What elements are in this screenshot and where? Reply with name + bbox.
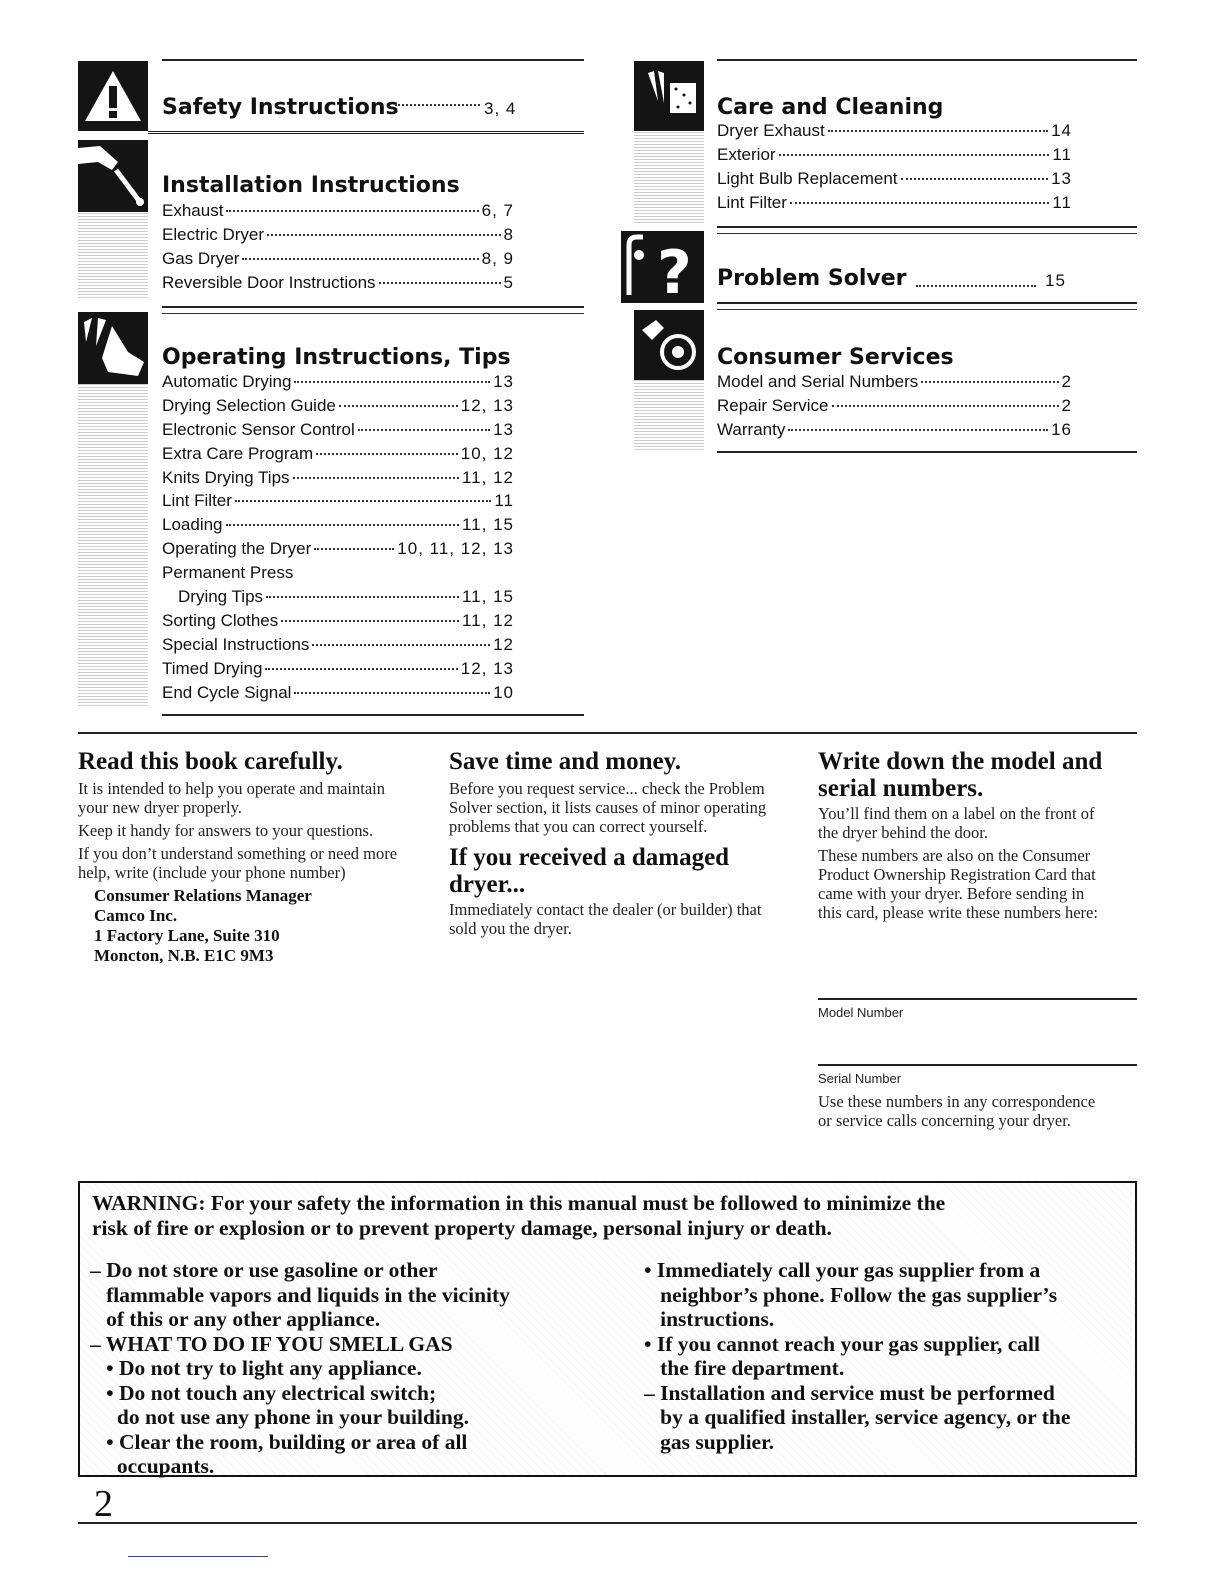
consumer-title: Consumer Services xyxy=(717,345,954,370)
divider xyxy=(162,313,584,314)
toc-entry-label: Reversible Door Instructions xyxy=(162,272,376,292)
divider xyxy=(717,226,1137,228)
dot-leader xyxy=(901,178,1049,180)
address-line: Camco Inc. xyxy=(94,906,178,925)
safety-leader xyxy=(395,104,480,106)
read-section xyxy=(78,748,408,966)
warning-left-list xyxy=(90,1258,620,1479)
care-title: Care and Cleaning xyxy=(717,95,944,120)
warning-headline-line: WARNING: For your safety the information in this manual must be followed to minimize the xyxy=(92,1191,946,1215)
dot-leader xyxy=(294,381,490,383)
problem-question-icon xyxy=(621,231,704,303)
toc-entry-page: 10, 12 xyxy=(460,443,514,463)
warning-line: of this or any other appliance. xyxy=(90,1307,381,1331)
address-line: 1 Factory Lane, Suite 310 xyxy=(94,926,280,945)
warning-headline-line: risk of fire or explosion or to prevent property damage, personal injury or death. xyxy=(92,1215,832,1240)
dot-leader xyxy=(242,258,478,260)
toc-entry xyxy=(162,563,514,587)
shade-bar xyxy=(78,212,148,298)
warning-line: • Do not try to light any appliance. xyxy=(90,1356,422,1380)
page-number: 2 xyxy=(94,1483,113,1525)
warning-box xyxy=(78,1181,1137,1477)
divider xyxy=(162,714,584,716)
dot-leader xyxy=(226,210,478,212)
toc-entry-page: 12 xyxy=(493,634,514,654)
toc-entry-label: Knits Drying Tips xyxy=(162,467,290,487)
warning-line: do not use any phone in your building. xyxy=(90,1405,469,1429)
divider xyxy=(717,233,1137,234)
toc-entry-label: Gas Dryer xyxy=(162,248,240,268)
warning-right-list xyxy=(644,1258,1134,1454)
warning-headline xyxy=(92,1191,1127,1240)
dot-leader xyxy=(265,668,457,670)
serial-number-line xyxy=(818,1064,1137,1066)
write-paragraph: You’ll find them on a label on the front of the dryer behind the door. xyxy=(818,804,1095,842)
toc-entry-page: 11, 15 xyxy=(461,515,514,535)
toc-entry-page: 10, 11, 12, 13 xyxy=(397,539,514,559)
model-number-line xyxy=(818,998,1137,1000)
toc-entry-label: Warranty xyxy=(717,419,786,439)
warning-line: instructions. xyxy=(644,1307,775,1331)
toc-entry-page: 13 xyxy=(493,372,514,391)
shade-bar xyxy=(634,131,704,223)
divider xyxy=(717,302,1137,304)
svg-text:?: ? xyxy=(657,238,692,303)
toc-entry xyxy=(717,169,1072,193)
toc-entry xyxy=(162,587,514,611)
toc-entry xyxy=(717,121,1072,145)
damaged-heading: If you received a damaged dryer... xyxy=(449,844,730,898)
toc-entry xyxy=(162,444,514,468)
warning-line: • Clear the room, building or area of all xyxy=(90,1429,468,1454)
toc-entry-label: Permanent Press xyxy=(162,563,294,583)
toc-entry-label: Loading xyxy=(162,515,223,535)
divider xyxy=(148,131,584,137)
installation-list xyxy=(162,201,514,297)
toc-entry xyxy=(162,225,514,249)
warning-line: neighbor’s phone. Follow the gas supplier’s xyxy=(644,1282,1058,1307)
toc-entry-label: Electric Dryer xyxy=(162,224,265,244)
toc-entry-page: 2 xyxy=(1061,395,1072,415)
toc-entry xyxy=(162,468,514,492)
dot-leader xyxy=(281,620,459,622)
dot-leader xyxy=(312,644,490,646)
toc-entry xyxy=(717,145,1072,169)
divider xyxy=(717,309,1137,310)
divider xyxy=(162,59,584,61)
toc-entry-page: 12, 13 xyxy=(460,658,514,678)
safety-title: Safety Instructions xyxy=(162,95,399,120)
address-line: Consumer Relations Manager xyxy=(94,886,312,905)
dot-leader xyxy=(316,453,458,455)
dot-leader xyxy=(267,234,501,236)
dot-leader xyxy=(828,130,1048,132)
address-line: Moncton, N.B. E1C 9M3 xyxy=(94,946,274,965)
problem-page: 15 xyxy=(1045,271,1066,290)
problem-title: Problem Solver xyxy=(717,266,907,291)
dot-leader xyxy=(266,596,459,598)
toc-entry xyxy=(162,491,514,515)
toc-entry-page: 11 xyxy=(494,491,514,511)
write-note xyxy=(818,1092,1098,1134)
dot-leader xyxy=(379,282,501,284)
dot-leader xyxy=(314,548,394,550)
shade-bar xyxy=(634,380,704,450)
consumer-list xyxy=(717,372,1072,444)
toc-entry xyxy=(717,420,1072,444)
write-paragraph: Use these numbers in any correspondence or service calls concerning your dryer. xyxy=(818,1092,1096,1130)
toc-entry xyxy=(162,273,514,297)
toc-entry-page: 11 xyxy=(1052,144,1072,164)
divider xyxy=(717,451,1137,453)
dot-leader xyxy=(788,429,1048,431)
toc-entry-page: 5 xyxy=(503,272,514,292)
toc-entry xyxy=(162,635,514,659)
toc-entry-page: 2 xyxy=(1061,372,1072,391)
read-paragraph: It is intended to help you operate and maintain your new dryer properly. xyxy=(78,779,385,817)
dot-leader xyxy=(779,154,1050,156)
warning-line: gas supplier. xyxy=(644,1429,775,1454)
toc-entry-label: Repair Service xyxy=(717,395,829,415)
toc-entry-label: Drying Tips xyxy=(178,587,264,607)
toc-entry xyxy=(162,396,514,420)
toc-entry xyxy=(717,372,1072,396)
toc-entry-label: Timed Drying xyxy=(162,658,263,678)
operating-title: Operating Instructions, Tips xyxy=(162,345,511,370)
toc-entry-label: Operating the Dryer xyxy=(162,539,312,559)
installation-title: Installation Instructions xyxy=(162,173,460,198)
save-section xyxy=(449,748,769,942)
save-heading: Save time and money. xyxy=(449,748,681,775)
toc-entry xyxy=(162,539,514,563)
write-paragraph: These numbers are also on the Consumer Product Ownership Registration Card that came with your dryer. Before sending in this card, please write these numbers here: xyxy=(818,846,1098,922)
dot-leader xyxy=(294,692,490,694)
divider xyxy=(717,59,1137,61)
write-heading: Write down the model and serial numbers. xyxy=(818,748,1103,802)
toc-entry xyxy=(162,249,514,273)
lint-cleaning-icon xyxy=(634,61,704,131)
consumer-phone-icon xyxy=(634,310,704,380)
warning-line: the fire department. xyxy=(644,1356,845,1380)
toc-entry xyxy=(162,420,514,444)
toc-entry-label: End Cycle Signal xyxy=(162,682,292,702)
divider xyxy=(78,732,1137,734)
toc-entry-label: Dryer Exhaust xyxy=(717,121,825,140)
shade-bar xyxy=(78,384,148,706)
toc-entry-page: 16 xyxy=(1051,419,1072,439)
dot-leader xyxy=(921,381,1058,383)
toc-entry-page: 14 xyxy=(1051,121,1072,140)
dot-leader xyxy=(293,477,459,479)
divider xyxy=(162,306,584,308)
dot-leader xyxy=(832,405,1059,407)
model-number-label: Model Number xyxy=(818,1005,904,1020)
warning-line: – Installation and service must be performed xyxy=(644,1380,1055,1405)
operating-hand-icon xyxy=(78,312,148,384)
toc-entry-page: 11, 15 xyxy=(461,587,514,607)
warning-line: – WHAT TO DO IF YOU SMELL GAS xyxy=(90,1331,453,1356)
toc-entry xyxy=(162,611,514,635)
toc-entry-label: Lint Filter xyxy=(717,192,787,212)
damaged-paragraph: Immediately contact the dealer (or builder) that sold you the dryer. xyxy=(449,900,762,938)
read-paragraph: If you don’t understand something or need more help, write (include your phone number) xyxy=(78,844,398,882)
operating-list xyxy=(162,372,514,706)
toc-entry-page: 8 xyxy=(503,224,514,244)
toc-entry-label: Electronic Sensor Control xyxy=(162,419,355,439)
toc-entry-label: Exterior xyxy=(717,144,776,164)
toc-entry-page: 11, 12 xyxy=(461,610,514,630)
toc-entry-label: Light Bulb Replacement xyxy=(717,168,898,188)
save-paragraph: Before you request service... check the Problem Solver section, it lists causes of minor operating problems that you can correct yourself. xyxy=(449,779,767,836)
toc-entry-label: Exhaust xyxy=(162,201,224,220)
toc-entry-page: 13 xyxy=(1051,168,1072,188)
divider xyxy=(78,1522,1137,1524)
toc-entry-label: Drying Selection Guide xyxy=(162,395,336,415)
read-paragraph: Keep it handy for answers to your questions. xyxy=(78,821,374,840)
toc-entry-page: 11, 12 xyxy=(461,467,514,487)
toc-entry-page: 12, 13 xyxy=(460,395,514,415)
toc-entry xyxy=(162,372,514,396)
dot-leader xyxy=(226,524,459,526)
warning-triangle-icon xyxy=(78,61,148,131)
problem-leader xyxy=(916,285,1036,287)
warning-line: – Do not store or use gasoline or other xyxy=(90,1258,438,1282)
installation-tool-icon xyxy=(78,140,148,212)
toc-entry-page: 8, 9 xyxy=(481,248,514,268)
toc-entry-label: Extra Care Program xyxy=(162,443,314,463)
toc-entry xyxy=(717,193,1072,217)
toc-entry-label: Special Instructions xyxy=(162,634,310,654)
warning-line: occupants. xyxy=(90,1454,215,1478)
toc-entry-label: Sorting Clothes xyxy=(162,610,279,630)
toc-entry-page: 6, 7 xyxy=(481,201,514,220)
toc-entry-page: 11 xyxy=(1052,192,1072,212)
toc-entry xyxy=(162,515,514,539)
footer-link-line xyxy=(128,1556,268,1557)
toc-entry-label: Model and Serial Numbers xyxy=(717,372,919,391)
toc-entry xyxy=(162,683,514,707)
toc-entry xyxy=(717,396,1072,420)
serial-number-label: Serial Number xyxy=(818,1071,902,1086)
warning-line: • Do not touch any electrical switch; xyxy=(90,1380,437,1405)
toc-entry xyxy=(162,659,514,683)
toc-entry xyxy=(162,201,514,225)
toc-entry-label: Lint Filter xyxy=(162,491,232,511)
safety-page: 3, 4 xyxy=(484,99,517,118)
dot-leader xyxy=(339,405,458,407)
care-list xyxy=(717,121,1072,217)
warning-line: • If you cannot reach your gas supplier, call xyxy=(644,1331,1040,1356)
dot-leader xyxy=(358,429,490,431)
dot-leader xyxy=(235,500,491,502)
toc-entry-page: 10 xyxy=(493,682,514,702)
warning-line: • Immediately call your gas supplier from a xyxy=(644,1258,1041,1282)
write-section xyxy=(818,748,1108,926)
toc-entry-label: Automatic Drying xyxy=(162,372,292,391)
read-heading: Read this book carefully. xyxy=(78,748,343,775)
warning-line: by a qualified installer, service agency, or the xyxy=(644,1405,1071,1429)
warning-line: flammable vapors and liquids in the vicinity xyxy=(90,1282,510,1307)
toc-entry-page: 13 xyxy=(493,419,514,439)
dot-leader xyxy=(790,202,1049,204)
